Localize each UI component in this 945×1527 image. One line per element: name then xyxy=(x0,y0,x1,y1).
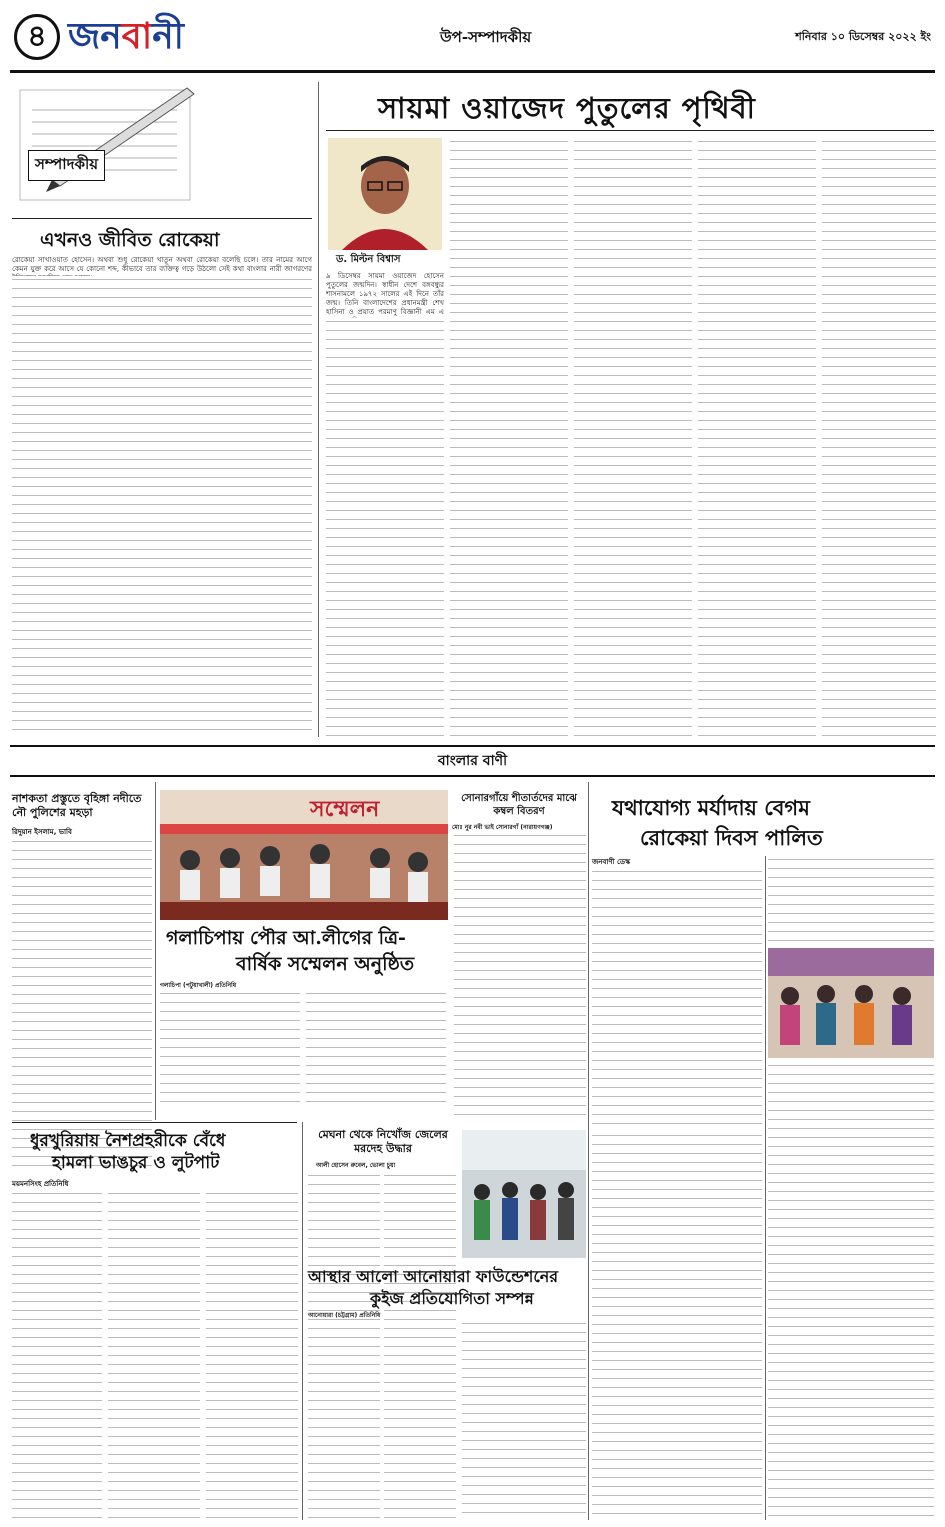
news-headline-3-line-1: যথাযোগ্য মর্যাদায় বেগম xyxy=(612,795,810,820)
news-byline-4: গলাচিপা (পটুয়াখালী) প্রতিনিধি xyxy=(160,982,237,989)
quiz-event-photo-icon xyxy=(462,1130,586,1258)
author-photo xyxy=(328,138,442,250)
feature-col-2 xyxy=(450,138,568,736)
masthead xyxy=(0,0,945,80)
news-headline-2: সোনারগাঁয়ে শীতার্তদের মাঝে কম্বল বিতরণ xyxy=(461,793,577,817)
news-headline-4-line-2: বার্ষিক সম্মেলন অনুষ্ঠিত xyxy=(236,953,415,975)
editorial-label: সম্পাদকীয় xyxy=(28,150,105,181)
newspaper-logo xyxy=(68,12,184,62)
news-divider-left xyxy=(155,782,156,1120)
news-body-3a xyxy=(592,868,762,1128)
section-title: উপ-সম্পাদকীয় xyxy=(440,28,532,46)
logo-part-3: নী xyxy=(152,16,184,57)
news-body-3b xyxy=(768,856,934,946)
feature-col-3 xyxy=(574,138,692,736)
news-body-2 xyxy=(454,832,586,1122)
news-byline-3: জনবাণী ডেস্ক xyxy=(592,858,631,866)
news-byline-1: রিদুয়ান ইসলাম, ভাবি xyxy=(12,828,72,836)
masthead-rule xyxy=(10,70,935,73)
news-body-4a xyxy=(160,990,300,1110)
editorial-body xyxy=(12,276,312,736)
news-headline-4-line-1: গলাচিপায় পৌর আ.লীগের ত্রি- xyxy=(166,927,406,949)
author-name: ড. মিল্টন বিশ্বাস xyxy=(336,254,401,265)
feature-rule xyxy=(326,130,934,131)
author-portrait-icon xyxy=(328,138,442,250)
news-byline-6: আলী হোসেন রুবেল, ভোলা চুয়া xyxy=(316,1162,396,1169)
feature-intro: ৯ ডিসেম্বর সায়মা ওয়াজেদ হোসেন পুতুলের জন্মদিন। স্বাধীন দেশে বঙ্গবন্ধুর শাসনামলে ১৯৭২ সালের এই দিনে তাঁর জন্ম। তিনি বাংলাদেশের প্রধানমন্ত্রী শেখ হাসিনা ও প্রয়াত পরমাণু বিজ্ঞানী এম এ xyxy=(326,272,444,316)
news-photo-quiz xyxy=(462,1130,586,1258)
feature-col-5 xyxy=(822,138,936,736)
news-body-5b xyxy=(108,1190,200,1520)
feature-col-1 xyxy=(326,318,444,736)
feature-headline: সায়মা ওয়াজেদ পুতুলের পৃথিবী xyxy=(378,91,756,125)
editorial-illustration xyxy=(12,80,202,210)
news-byline-7: আনোয়ারা (চট্টগ্রাম) প্রতিনিধি xyxy=(308,1312,381,1319)
page-number-badge xyxy=(14,14,60,60)
news-headline-1: নাশকতা প্রস্তুতে বৃহিঙ্গা নদীতে নৌ পুলিশের মহড়া xyxy=(12,792,142,819)
news-headline-5-line-2: হামলা ভাঙচুর ও লুটপাট xyxy=(52,1153,220,1173)
news-divider-right xyxy=(588,782,589,1520)
news-body-5a xyxy=(12,1190,102,1520)
news-headline-3-line-2: রোকেয়া দিবস পালিত xyxy=(640,825,823,850)
band-rule-bottom xyxy=(10,775,935,777)
conference-photo-icon xyxy=(160,790,448,920)
banner-text: সম্মেলন xyxy=(310,797,380,822)
news-body-4b xyxy=(306,990,446,1110)
news-rule-bottom-left xyxy=(12,1122,297,1123)
news-body-6a xyxy=(308,1172,380,1520)
editorial-headline: এখনও জীবিত রোকেয়া xyxy=(40,229,220,251)
news-headline-6: মেঘনা থেকে নিখোঁজ জেলের মরদেহ উদ্ধার xyxy=(318,1128,448,1155)
news-headline-7-line-2: কুইজ প্রতিযোগিতা সম্পন্ন xyxy=(370,1289,534,1308)
column-divider xyxy=(318,82,319,737)
section-band-label: বাংলার বাণী xyxy=(437,753,508,769)
news-photo-conference xyxy=(160,790,448,920)
section-band xyxy=(10,748,935,774)
pen-and-paper-icon xyxy=(12,80,202,210)
news-body-5c xyxy=(206,1190,298,1520)
news-headline-5-line-1: ধুরখুরিয়ায় নৈশপ্রহরীকে বেঁধে xyxy=(30,1131,226,1151)
news-photo-rokeya xyxy=(768,948,934,1058)
news-byline-5: ময়মনসিংহ প্রতিনিধি xyxy=(12,1180,69,1188)
news-headline-7-line-1: আস্থার আলো আনোয়ারা ফাউন্ডেশনের xyxy=(308,1267,559,1286)
news-body-7b xyxy=(462,1320,586,1520)
logo-part-2: বা xyxy=(121,16,153,57)
feature-col-4 xyxy=(698,138,816,736)
news-body-6b xyxy=(384,1172,456,1520)
editorial-rule xyxy=(12,218,312,219)
news-divider-far-right xyxy=(765,856,766,1520)
news-body-3c xyxy=(768,1062,934,1517)
award-ceremony-photo-icon xyxy=(768,948,934,1058)
band-rule-top xyxy=(10,745,935,747)
news-divider-meghna xyxy=(302,1122,303,1520)
news-body-3d xyxy=(592,1132,762,1517)
logo-part-1: জন xyxy=(68,16,122,57)
news-byline-2: মোঃ নুর নবী ভাই সোনারগাঁ (নারায়ণগঞ্জ) xyxy=(452,824,553,831)
page-number: ৪ xyxy=(27,19,47,54)
editorial-intro: রোকেয়া সাখাওয়াত হোসেন। অথবা শুধু রোকেয়া খাতুন অথবা রোকেয়া বলেছি চলে। তার নামের আগে কেমন যুক্ত করে আসে যে কোনো শব্দ, কীভাবে তার ব্যক্তিত্ব গড়ে উঠলো সেই কথা বাংলার নারী জাগরণের xyxy=(12,256,312,273)
issue-date: শনিবার ১০ ডিসেম্বর ২০২২ ইং xyxy=(795,30,931,43)
